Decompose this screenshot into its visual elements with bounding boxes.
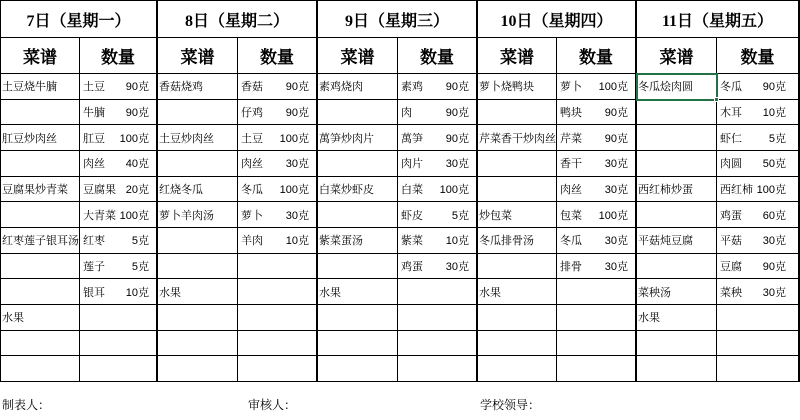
quantity-cell[interactable] <box>717 331 800 357</box>
ingredient-name: 豆腐 <box>720 260 742 273</box>
dish-name: 冬瓜烩肉圆 <box>638 81 693 94</box>
ingredient-amount: 30克 <box>445 158 469 171</box>
quantity-cell[interactable] <box>80 305 158 331</box>
quantity-cell[interactable] <box>557 254 637 280</box>
dish-name: 炒包菜 <box>479 209 512 222</box>
ingredient-name: 冬瓜 <box>241 183 263 196</box>
dish-cell[interactable] <box>637 74 717 100</box>
dish-cell[interactable] <box>478 177 557 203</box>
reviewer-label: 审核人： <box>248 397 297 412</box>
quantity-cell[interactable] <box>717 151 800 177</box>
dish-name: 平菇炖豆腐 <box>638 235 693 248</box>
ingredient-name: 仔鸡 <box>241 106 263 119</box>
dish-cell[interactable] <box>158 356 238 382</box>
day-header-cell[interactable] <box>158 1 318 38</box>
quantity-column-label: 数量 <box>740 48 775 67</box>
ingredient-name: 包菜 <box>560 209 582 222</box>
dish-name: 素鸡烧肉 <box>319 81 363 94</box>
ingredient-name: 大青菜 <box>83 209 116 222</box>
quantity-column-label: 数量 <box>579 48 613 67</box>
dish-cell[interactable] <box>158 228 238 254</box>
ingredient-amount: 30克 <box>285 158 309 171</box>
ingredient-amount: 100克 <box>119 209 149 222</box>
day-header-label: 10日（星期四） <box>500 12 613 30</box>
ingredient-amount: 100克 <box>598 209 628 222</box>
ingredient-name: 紫菜 <box>401 235 423 248</box>
dish-name: 冬瓜排骨汤 <box>479 235 534 248</box>
ingredient-amount: 100克 <box>279 183 309 196</box>
dish-name: 萝卜烧鸭块 <box>479 81 534 94</box>
dish-cell[interactable] <box>1 254 80 280</box>
ingredient-amount: 90克 <box>125 106 149 119</box>
ingredient-amount: 90克 <box>445 81 469 94</box>
quantity-cell[interactable] <box>238 279 318 305</box>
quantity-cell[interactable] <box>80 177 158 203</box>
dish-cell[interactable] <box>637 202 717 228</box>
ingredient-amount: 60克 <box>762 209 786 222</box>
dish-cell[interactable] <box>1 305 80 331</box>
dish-cell[interactable] <box>158 151 238 177</box>
dish-cell[interactable] <box>637 151 717 177</box>
dish-name: 豆腐果炒青菜 <box>2 183 68 196</box>
dish-cell[interactable] <box>637 177 717 203</box>
school-leader-label: 学校领导： <box>480 397 541 412</box>
quantity-cell[interactable] <box>238 228 318 254</box>
ingredient-amount: 10克 <box>285 235 309 248</box>
dish-cell[interactable] <box>158 177 238 203</box>
quantity-cell[interactable] <box>717 356 800 382</box>
maker-cell[interactable] <box>2 394 50 414</box>
dish-cell[interactable] <box>318 356 398 382</box>
quantity-column-header[interactable] <box>398 38 478 74</box>
dish-cell[interactable] <box>478 125 557 151</box>
day-header-cell[interactable] <box>1 1 158 38</box>
dish-cell[interactable] <box>158 125 238 151</box>
day-header-label: 11日（星期五） <box>661 12 774 30</box>
dish-name: 土豆烧牛腩 <box>2 81 57 94</box>
dish-cell[interactable] <box>478 331 557 357</box>
ingredient-name: 冬瓜 <box>560 235 582 248</box>
ingredient-name: 豆腐果 <box>83 183 116 196</box>
ingredient-amount: 90克 <box>445 106 469 119</box>
quantity-cell[interactable] <box>398 356 478 382</box>
quantity-cell[interactable] <box>557 100 637 126</box>
dish-cell[interactable] <box>478 228 557 254</box>
dish-cell[interactable] <box>478 151 557 177</box>
dish-cell[interactable] <box>1 202 80 228</box>
ingredient-amount: 100克 <box>119 132 149 145</box>
ingredient-amount: 10克 <box>762 106 786 119</box>
day-header-cell[interactable] <box>318 1 478 38</box>
quantity-cell[interactable] <box>80 202 158 228</box>
quantity-column-header[interactable] <box>717 38 800 74</box>
quantity-column-label: 数量 <box>420 48 454 67</box>
ingredient-amount: 40克 <box>125 158 149 171</box>
dish-column-label: 菜谱 <box>340 48 375 67</box>
ingredient-name: 排骨 <box>560 260 582 273</box>
quantity-cell[interactable] <box>398 74 478 100</box>
dish-cell[interactable] <box>478 100 557 126</box>
quantity-cell[interactable] <box>80 74 158 100</box>
ingredient-amount: 100克 <box>756 183 786 196</box>
quantity-cell[interactable] <box>238 331 318 357</box>
reviewer-cell[interactable] <box>248 394 296 414</box>
dish-column-label: 菜谱 <box>180 48 215 67</box>
ingredient-amount: 100克 <box>279 132 309 145</box>
dish-cell[interactable] <box>318 202 398 228</box>
dish-column-header[interactable] <box>318 38 398 74</box>
dish-cell[interactable] <box>318 125 398 151</box>
ingredient-name: 冬瓜 <box>720 81 742 94</box>
ingredient-name: 萝卜 <box>241 209 263 222</box>
dish-cell[interactable] <box>637 254 717 280</box>
quantity-cell[interactable] <box>398 331 478 357</box>
quantity-cell[interactable] <box>398 254 478 280</box>
ingredient-name: 芹菜 <box>560 132 582 145</box>
maker-label: 制表人： <box>2 397 51 412</box>
quantity-cell[interactable] <box>557 202 637 228</box>
ingredient-name: 虾仁 <box>720 132 742 145</box>
quantity-cell[interactable] <box>238 202 318 228</box>
ingredient-amount: 10克 <box>445 235 469 248</box>
dish-name: 紫菜蛋汤 <box>319 235 363 248</box>
dish-column-label: 菜谱 <box>500 48 534 67</box>
signature-row <box>0 394 800 414</box>
ingredient-amount: 90克 <box>604 106 628 119</box>
quantity-column-header[interactable] <box>557 38 637 74</box>
ingredient-name: 香菇 <box>241 81 263 94</box>
ingredient-name: 萬笋 <box>401 132 423 145</box>
dish-cell[interactable] <box>478 202 557 228</box>
ingredient-name: 土豆 <box>241 132 263 145</box>
dish-column-header[interactable] <box>1 38 80 74</box>
quantity-cell[interactable] <box>557 74 637 100</box>
ingredient-amount: 5克 <box>131 260 149 273</box>
dish-cell[interactable] <box>158 331 238 357</box>
ingredient-name: 素鸡 <box>401 81 423 94</box>
school-leader-cell[interactable] <box>480 394 540 414</box>
quantity-cell[interactable] <box>238 305 318 331</box>
dish-cell[interactable] <box>158 202 238 228</box>
dish-cell[interactable] <box>158 254 238 280</box>
ingredient-name: 银耳 <box>83 286 105 299</box>
dish-name: 土豆炒肉丝 <box>159 132 214 145</box>
ingredient-amount: 90克 <box>285 81 309 94</box>
quantity-cell[interactable] <box>557 305 637 331</box>
quantity-cell[interactable] <box>80 228 158 254</box>
dish-name: 红枣莲子银耳汤 <box>2 235 79 248</box>
ingredient-amount: 100克 <box>598 81 628 94</box>
quantity-cell[interactable] <box>557 228 637 254</box>
ingredient-amount: 30克 <box>762 235 786 248</box>
quantity-cell[interactable] <box>398 228 478 254</box>
ingredient-name: 平菇 <box>720 235 742 248</box>
dish-cell[interactable] <box>158 74 238 100</box>
ingredient-name: 牛腩 <box>83 106 105 119</box>
dish-name: 水果 <box>319 286 341 299</box>
ingredient-name: 肉丝 <box>241 158 263 171</box>
dish-cell[interactable] <box>478 74 557 100</box>
dish-cell[interactable] <box>318 305 398 331</box>
ingredient-name: 西红柿 <box>720 183 753 196</box>
ingredient-name: 土豆 <box>83 81 105 94</box>
quantity-cell[interactable] <box>717 125 800 151</box>
dish-cell[interactable] <box>1 228 80 254</box>
quantity-cell[interactable] <box>80 125 158 151</box>
quantity-cell[interactable] <box>557 356 637 382</box>
dish-name: 萬笋炒肉片 <box>319 132 374 145</box>
dish-cell[interactable] <box>478 279 557 305</box>
ingredient-name: 莲子 <box>83 260 105 273</box>
dish-cell[interactable] <box>318 74 398 100</box>
ingredient-name: 羊肉 <box>241 235 263 248</box>
ingredient-name: 红枣 <box>83 235 105 248</box>
ingredient-name: 虾皮 <box>401 209 423 222</box>
quantity-cell[interactable] <box>398 125 478 151</box>
day-header-label: 8日（星期二） <box>184 12 289 30</box>
dish-cell[interactable] <box>318 254 398 280</box>
dish-cell[interactable] <box>478 254 557 280</box>
quantity-cell[interactable] <box>238 254 318 280</box>
ingredient-name: 鸭块 <box>560 106 582 119</box>
ingredient-amount: 90克 <box>604 132 628 145</box>
quantity-cell[interactable] <box>398 151 478 177</box>
ingredient-name: 白菜 <box>401 183 423 196</box>
dish-cell[interactable] <box>637 305 717 331</box>
dish-cell[interactable] <box>158 100 238 126</box>
dish-cell[interactable] <box>1 279 80 305</box>
dish-name: 水果 <box>2 312 24 325</box>
quantity-cell[interactable] <box>557 125 637 151</box>
quantity-cell[interactable] <box>717 279 800 305</box>
ingredient-amount: 30克 <box>445 260 469 273</box>
dish-name: 红烧冬瓜 <box>159 183 203 196</box>
dish-cell[interactable] <box>637 100 717 126</box>
dish-cell[interactable] <box>318 151 398 177</box>
quantity-cell[interactable] <box>80 151 158 177</box>
quantity-cell[interactable] <box>398 202 478 228</box>
quantity-cell[interactable] <box>557 331 637 357</box>
day-header-label: 9日（星期三） <box>344 12 449 30</box>
dish-name: 肛豆炒肉丝 <box>2 132 57 145</box>
dish-name: 香菇烧鸡 <box>159 81 203 94</box>
quantity-cell[interactable] <box>238 125 318 151</box>
quantity-cell[interactable] <box>398 305 478 331</box>
dish-cell[interactable] <box>1 100 80 126</box>
dish-cell[interactable] <box>158 305 238 331</box>
dish-cell[interactable] <box>637 356 717 382</box>
dish-cell[interactable] <box>318 177 398 203</box>
quantity-cell[interactable] <box>717 305 800 331</box>
ingredient-amount: 90克 <box>285 106 309 119</box>
dish-cell[interactable] <box>1 74 80 100</box>
dish-name: 菜秧汤 <box>638 286 671 299</box>
ingredient-name: 香干 <box>560 158 582 171</box>
quantity-cell[interactable] <box>80 331 158 357</box>
ingredient-amount: 30克 <box>604 260 628 273</box>
dish-name: 水果 <box>159 286 181 299</box>
ingredient-name: 肉 <box>401 106 412 119</box>
ingredient-name: 鸡蛋 <box>401 260 423 273</box>
ingredient-amount: 5克 <box>451 209 469 222</box>
ingredient-amount: 30克 <box>285 209 309 222</box>
ingredient-amount: 90克 <box>762 260 786 273</box>
ingredient-name: 肉片 <box>401 158 423 171</box>
quantity-column-label: 数量 <box>260 48 294 67</box>
ingredient-amount: 30克 <box>604 158 628 171</box>
quantity-column-header[interactable] <box>238 38 318 74</box>
quantity-cell[interactable] <box>80 279 158 305</box>
quantity-cell[interactable] <box>717 202 800 228</box>
dish-cell[interactable] <box>318 279 398 305</box>
dish-cell[interactable] <box>1 151 80 177</box>
quantity-cell[interactable] <box>398 177 478 203</box>
dish-name: 水果 <box>479 286 501 299</box>
dish-cell[interactable] <box>1 356 80 382</box>
ingredient-name: 木耳 <box>720 106 742 119</box>
ingredient-amount: 20克 <box>125 183 149 196</box>
ingredient-name: 肛豆 <box>83 132 105 145</box>
dish-column-header[interactable] <box>637 38 717 74</box>
quantity-cell[interactable] <box>717 254 800 280</box>
quantity-cell[interactable] <box>80 356 158 382</box>
quantity-cell[interactable] <box>80 100 158 126</box>
dish-cell[interactable] <box>318 100 398 126</box>
quantity-cell[interactable] <box>717 177 800 203</box>
ingredient-name: 鸡蛋 <box>720 209 742 222</box>
dish-name: 白菜炒虾皮 <box>319 183 374 196</box>
ingredient-name: 菜秧 <box>720 286 742 299</box>
dish-cell[interactable] <box>158 279 238 305</box>
dish-cell[interactable] <box>637 228 717 254</box>
quantity-cell[interactable] <box>238 356 318 382</box>
dish-column-header[interactable] <box>478 38 557 74</box>
dish-cell[interactable] <box>1 331 80 357</box>
dish-column-label: 菜谱 <box>659 48 694 67</box>
dish-cell[interactable] <box>637 279 717 305</box>
ingredient-amount: 10克 <box>125 286 149 299</box>
quantity-cell[interactable] <box>238 100 318 126</box>
ingredient-name: 肉圆 <box>720 158 742 171</box>
quantity-cell[interactable] <box>398 100 478 126</box>
dish-cell[interactable] <box>318 331 398 357</box>
dish-name: 水果 <box>638 312 660 325</box>
dish-cell[interactable] <box>637 331 717 357</box>
quantity-cell[interactable] <box>717 228 800 254</box>
dish-name: 西红柿炒蛋 <box>638 183 693 196</box>
dish-cell[interactable] <box>1 177 80 203</box>
ingredient-amount: 30克 <box>762 286 786 299</box>
ingredient-amount: 5克 <box>131 235 149 248</box>
quantity-cell[interactable] <box>717 100 800 126</box>
quantity-column-label: 数量 <box>101 48 135 67</box>
ingredient-amount: 50克 <box>762 158 786 171</box>
ingredient-amount: 30克 <box>604 183 628 196</box>
quantity-cell[interactable] <box>80 254 158 280</box>
quantity-cell[interactable] <box>557 151 637 177</box>
ingredient-amount: 90克 <box>125 81 149 94</box>
ingredient-amount: 5克 <box>768 132 786 145</box>
ingredient-amount: 90克 <box>445 132 469 145</box>
quantity-cell[interactable] <box>557 177 637 203</box>
ingredient-amount: 100克 <box>439 183 469 196</box>
quantity-cell[interactable] <box>238 151 318 177</box>
ingredient-name: 肉丝 <box>83 158 105 171</box>
ingredient-name: 肉丝 <box>560 183 582 196</box>
quantity-cell[interactable] <box>238 74 318 100</box>
day-header-cell[interactable] <box>637 1 800 38</box>
dish-column-label: 菜谱 <box>23 48 57 67</box>
dish-cell[interactable] <box>637 125 717 151</box>
dish-cell[interactable] <box>478 305 557 331</box>
dish-name: 芹菜香干炒肉丝 <box>479 132 556 145</box>
day-header-cell[interactable] <box>478 1 637 38</box>
quantity-column-header[interactable] <box>80 38 158 74</box>
dish-column-header[interactable] <box>158 38 238 74</box>
dish-cell[interactable] <box>318 228 398 254</box>
day-header-label: 7日（星期一） <box>26 12 131 30</box>
quantity-cell[interactable] <box>717 74 800 100</box>
quantity-cell[interactable] <box>238 177 318 203</box>
ingredient-amount: 30克 <box>604 235 628 248</box>
ingredient-amount: 90克 <box>762 81 786 94</box>
ingredient-name: 萝卜 <box>560 81 582 94</box>
dish-cell[interactable] <box>478 356 557 382</box>
quantity-cell[interactable] <box>557 279 637 305</box>
dish-name: 萝卜羊肉汤 <box>159 209 214 222</box>
quantity-cell[interactable] <box>398 279 478 305</box>
dish-cell[interactable] <box>1 125 80 151</box>
